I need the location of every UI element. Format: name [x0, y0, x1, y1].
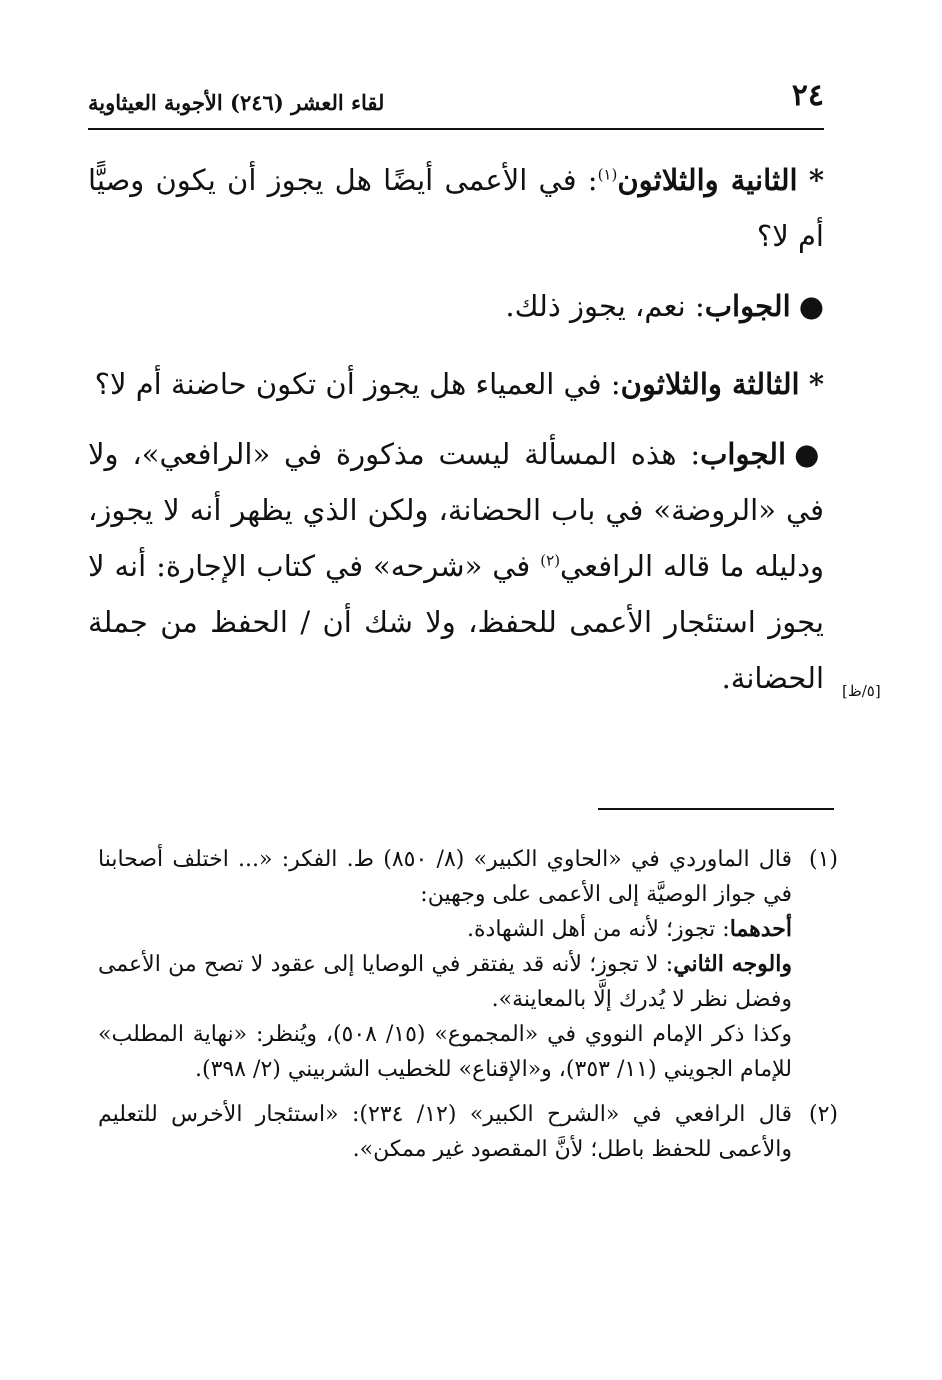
asterisk-marker: *: [808, 367, 824, 401]
footnote-2-text: قال الرافعي في «الشرح الكبير» (١٢/ ٢٣٤): «استئجار الأخرس للتعليم والأعمى للحفظ باطل؛ لأنَّ المقصود غير ممكن».: [98, 1102, 792, 1162]
footnote-ref-1[interactable]: (١): [597, 165, 618, 184]
question-32-label: الثانية والثلاثون: [617, 163, 798, 197]
page-number: ٢٤: [791, 78, 824, 113]
question-32-text: : في الأعمى أيضًا هل يجوز أن يكون وصيًّا أم لا؟: [88, 163, 824, 253]
question-33: [88, 356, 824, 412]
main-text: [88, 152, 824, 720]
footnote-number: (٢): [808, 1102, 838, 1127]
question-32: [88, 152, 824, 264]
footnote-separator: [598, 808, 834, 810]
question-33-label: الثالثة والثلاثون: [620, 367, 800, 401]
footnote-1-second-label: والوجه الثاني: [673, 951, 792, 977]
answer-33-label: الجواب: [700, 437, 787, 471]
footnote-1-references: وكذا ذكر الإمام النووي في «المجموع» (١٥/ ٥٠٨)، ويُنظر: «نهاية المطلب» للإمام الجويني (١١/ ٣٥٣)، و«الإقناع» للخطيب الشربيني (٢/ ٣٩٨).: [98, 1022, 793, 1082]
header-rule: [88, 128, 824, 130]
answer-32-label: الجواب: [704, 289, 791, 323]
footnotes: [98, 842, 838, 1177]
question-33-text: : في العمياء هل يجوز أن تكون حاضنة أم لا؟: [94, 367, 621, 401]
footnote-2: [98, 1097, 838, 1167]
bullet-icon: ●: [798, 289, 824, 323]
footnote-1-second-text: : لا تجوز؛ لأنه قد يفتقر في الوصايا إلى عقود لا تصح من الأعمى وفضل نظر لا يُدرك إلَّا بالمعاينة».: [98, 952, 792, 1012]
page-header: [88, 78, 824, 130]
answer-33: [88, 426, 824, 706]
footnote-1-first-view: [98, 912, 792, 947]
running-title: لقاء العشر (٢٤٦) الأجوبة العيثاوية: [88, 90, 385, 115]
footnote-1-first-text: : تجوز؛ لأنه من أهل الشهادة.: [467, 917, 730, 942]
footnote-1-second-view: [98, 947, 792, 1017]
answer-33-text-part1: : هذه المسألة ليست مذكورة في «الرافعي»، ولا في «الروضة» في باب الحضانة، ولكن الذي يظهر أنه لا يجوز، ودليله ما قاله الرافعي: [88, 437, 824, 583]
asterisk-marker: *: [808, 163, 825, 197]
footnote-1-intro: قال الماوردي في «الحاوي الكبير» (٨/ ٨٥٠) ط. الفكر: «... اختلف أصحابنا في جواز الوصيَّة إلى الأعمى على وجهين:: [98, 847, 793, 907]
answer-33-text-part2: في «شرحه» في كتاب الإجارة: أنه لا يجوز استئجار الأعمى للحفظ، ولا شك أن / الحفظ من جملة الحضانة.: [88, 549, 824, 695]
footnote-number: (١): [808, 847, 838, 872]
bullet-icon: ●: [794, 437, 824, 471]
manuscript-folio-marker: [٥/ظ]: [842, 682, 881, 700]
footnote-1: [98, 842, 838, 1087]
answer-32: [88, 278, 824, 334]
footnote-1-first-label: أحدهما: [729, 916, 792, 942]
footnote-ref-2[interactable]: (٢): [540, 551, 561, 570]
answer-32-text: : نعم، يجوز ذلك.: [505, 289, 705, 323]
